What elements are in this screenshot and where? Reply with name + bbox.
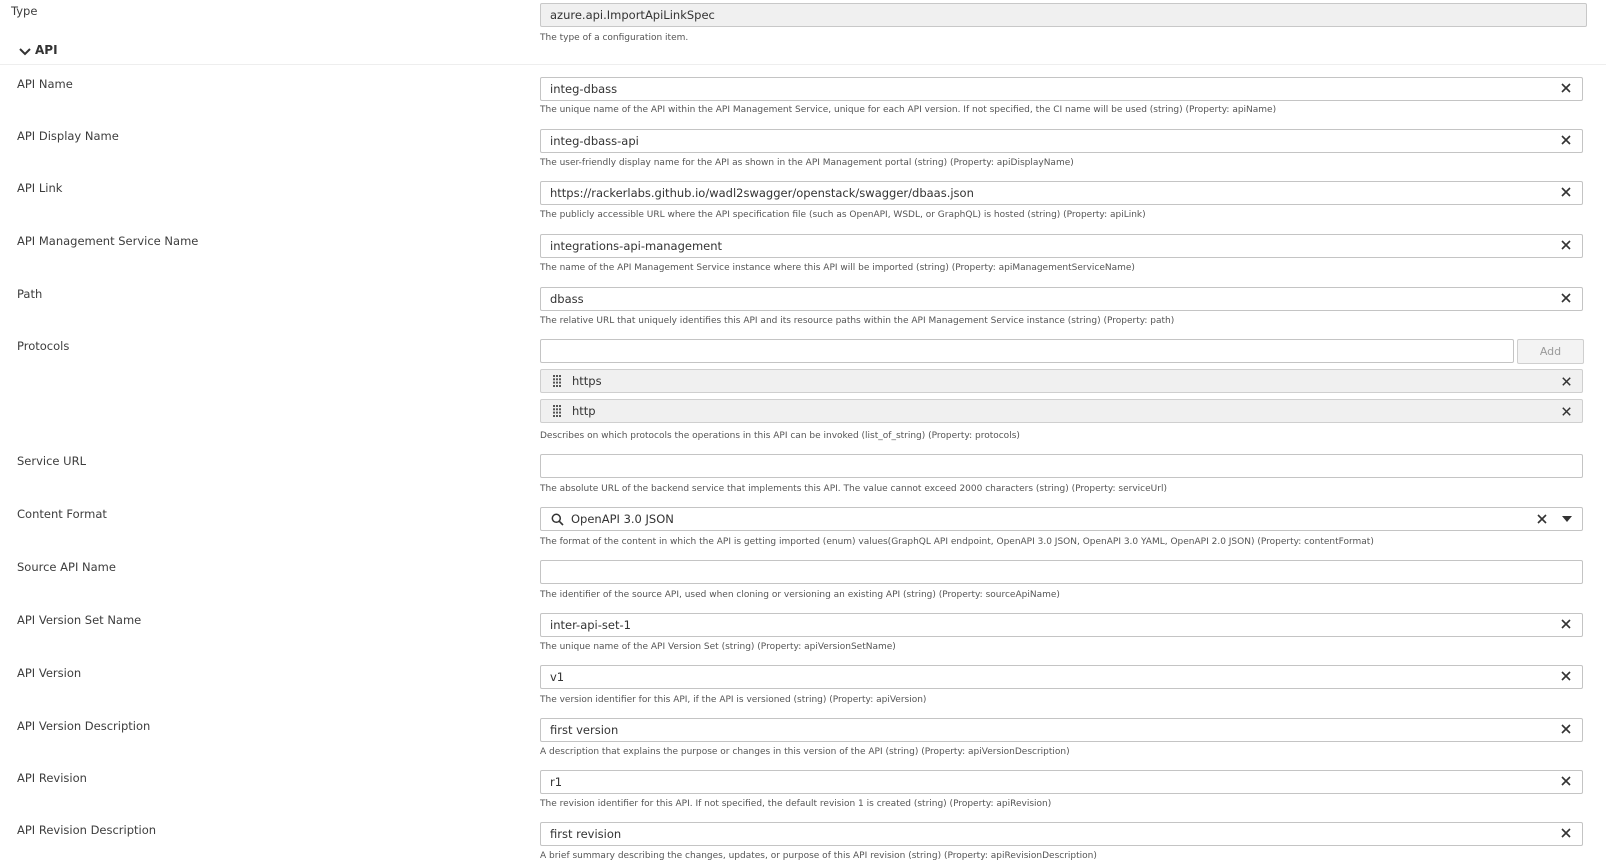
protocol-item[interactable] (540, 399, 1583, 423)
api-display-name-label: API Display Name (17, 129, 119, 143)
protocols-help: Describes on which protocols the operations in this API can be invoked (list_of_string) (Property: protocols) (540, 431, 1020, 441)
chevron-down-icon[interactable] (1562, 516, 1572, 523)
api-version-input[interactable] (540, 665, 1583, 689)
type-value: azure.api.ImportApiLinkSpec (550, 8, 715, 22)
search-icon (551, 513, 564, 526)
path-help: The relative URL that uniquely identifies this API and its resource paths within the API Management Service instance (string) (Property: path) (540, 316, 1175, 326)
protocol-item-label: http (572, 404, 596, 418)
type-label: Type (11, 4, 38, 18)
api-revision-input[interactable] (540, 770, 1583, 794)
api-mgmt-service-input[interactable] (540, 234, 1583, 258)
clear-icon[interactable] (1559, 669, 1573, 683)
api-revision-description-label: API Revision Description (17, 823, 157, 837)
api-link-label: API Link (17, 181, 63, 195)
content-format-label: Content Format (17, 507, 107, 521)
type-field (540, 3, 1587, 27)
api-revision-help: The revision identifier for this API. If not specified, the default revision 1 is created (string) (Property: apiRevision) (540, 799, 1052, 809)
api-version-set-name-help: The unique name of the API Version Set (string) (Property: apiVersionSetName) (540, 642, 896, 652)
clear-icon[interactable] (1559, 826, 1573, 840)
api-display-name-value: integ-dbass-api (550, 134, 639, 148)
api-revision-description-help: A brief summary describing the changes, updates, or purpose of this API revision (string) (Property: apiRevisionDescription) (540, 851, 1097, 861)
clear-icon[interactable] (1559, 617, 1573, 631)
source-api-name-label: Source API Name (17, 560, 116, 574)
path-label: Path (17, 287, 43, 301)
source-api-name-help: The identifier of the source API, used when cloning or versioning an existing API (string) (Property: sourceApiName) (540, 590, 1060, 600)
api-mgmt-service-help: The name of the API Management Service instance where this API will be imported (string) (Property: apiManagementServiceName) (540, 263, 1135, 273)
add-protocol-button[interactable]: Add (1517, 339, 1584, 364)
api-name-input[interactable] (540, 77, 1583, 101)
clear-icon[interactable] (1559, 81, 1573, 95)
service-url-input[interactable] (540, 454, 1583, 478)
api-version-description-value: first version (550, 723, 619, 737)
section-title: API (35, 43, 58, 57)
api-version-set-name-label: API Version Set Name (17, 613, 142, 627)
clear-icon[interactable] (1559, 722, 1573, 736)
api-version-set-name-input[interactable] (540, 613, 1583, 637)
remove-icon[interactable] (1560, 375, 1573, 388)
drag-handle-icon[interactable] (552, 405, 562, 417)
api-version-value: v1 (550, 670, 565, 684)
api-name-help: The unique name of the API within the API Management Service, unique for each API version. If not specified, the CI name will be used (string) (Property: apiName) (540, 105, 1277, 115)
api-revision-description-input[interactable] (540, 822, 1583, 846)
drag-handle-icon[interactable] (552, 375, 562, 387)
api-name-label: API Name (17, 77, 73, 91)
service-url-help: The absolute URL of the backend service that implements this API. The value cannot exceed 2000 characters (string) (Property: serviceUrl) (540, 484, 1167, 494)
api-link-help: The publicly accessible URL where the API specification file (such as OpenAPI, WSDL, or GraphQL) is hosted (string) (Property: apiLink) (540, 210, 1146, 220)
chevron-down-icon (18, 46, 32, 56)
api-display-name-help: The user-friendly display name for the API as shown in the API Management portal (string) (Property: apiDisplayName) (540, 158, 1074, 168)
api-version-description-label: API Version Description (17, 719, 151, 733)
api-revision-description-value: first revision (550, 827, 622, 841)
api-version-label: API Version (17, 666, 82, 680)
api-display-name-input[interactable] (540, 129, 1583, 153)
api-section-header[interactable] (18, 43, 58, 57)
api-mgmt-service-label: API Management Service Name (17, 234, 199, 248)
api-revision-value: r1 (550, 775, 563, 789)
type-help: The type of a configuration item. (540, 33, 689, 43)
clear-icon[interactable] (1535, 512, 1549, 526)
clear-icon[interactable] (1559, 133, 1573, 147)
protocol-item[interactable] (540, 369, 1583, 393)
service-url-label: Service URL (17, 454, 86, 468)
api-link-input[interactable] (540, 181, 1583, 205)
content-format-value: OpenAPI 3.0 JSON (571, 512, 674, 526)
api-mgmt-service-value: integrations-api-management (550, 239, 723, 253)
api-link-value: https://rackerlabs.github.io/wadl2swagger/openstack/swagger/dbaas.json (550, 186, 974, 200)
clear-icon[interactable] (1559, 238, 1573, 252)
protocols-label: Protocols (17, 339, 70, 353)
api-revision-label: API Revision (17, 771, 87, 785)
path-value: dbass (550, 292, 584, 306)
api-version-description-help: A description that explains the purpose or changes in this version of the API (string) (Property: apiVersionDescription) (540, 747, 1070, 757)
clear-icon[interactable] (1559, 774, 1573, 788)
content-format-select[interactable] (540, 507, 1583, 531)
api-version-help: The version identifier for this API, if the API is versioned (string) (Property: apiVersion) (540, 695, 927, 705)
clear-icon[interactable] (1559, 291, 1573, 305)
protocols-input[interactable] (540, 339, 1514, 363)
api-name-value: integ-dbass (550, 82, 618, 96)
protocol-item-label: https (572, 374, 602, 388)
api-version-description-input[interactable] (540, 718, 1583, 742)
remove-icon[interactable] (1560, 405, 1573, 418)
clear-icon[interactable] (1559, 185, 1573, 199)
source-api-name-input[interactable] (540, 560, 1583, 584)
api-version-set-name-value: inter-api-set-1 (550, 618, 631, 632)
section-divider (0, 64, 1606, 65)
path-input[interactable] (540, 287, 1583, 311)
content-format-help: The format of the content in which the API is getting imported (enum) values(GraphQL API endpoint, OpenAPI 3.0 JSON, OpenAPI 3.0 YAML, OpenAPI 2.0 JSON) (Property: contentFormat) (540, 537, 1374, 547)
